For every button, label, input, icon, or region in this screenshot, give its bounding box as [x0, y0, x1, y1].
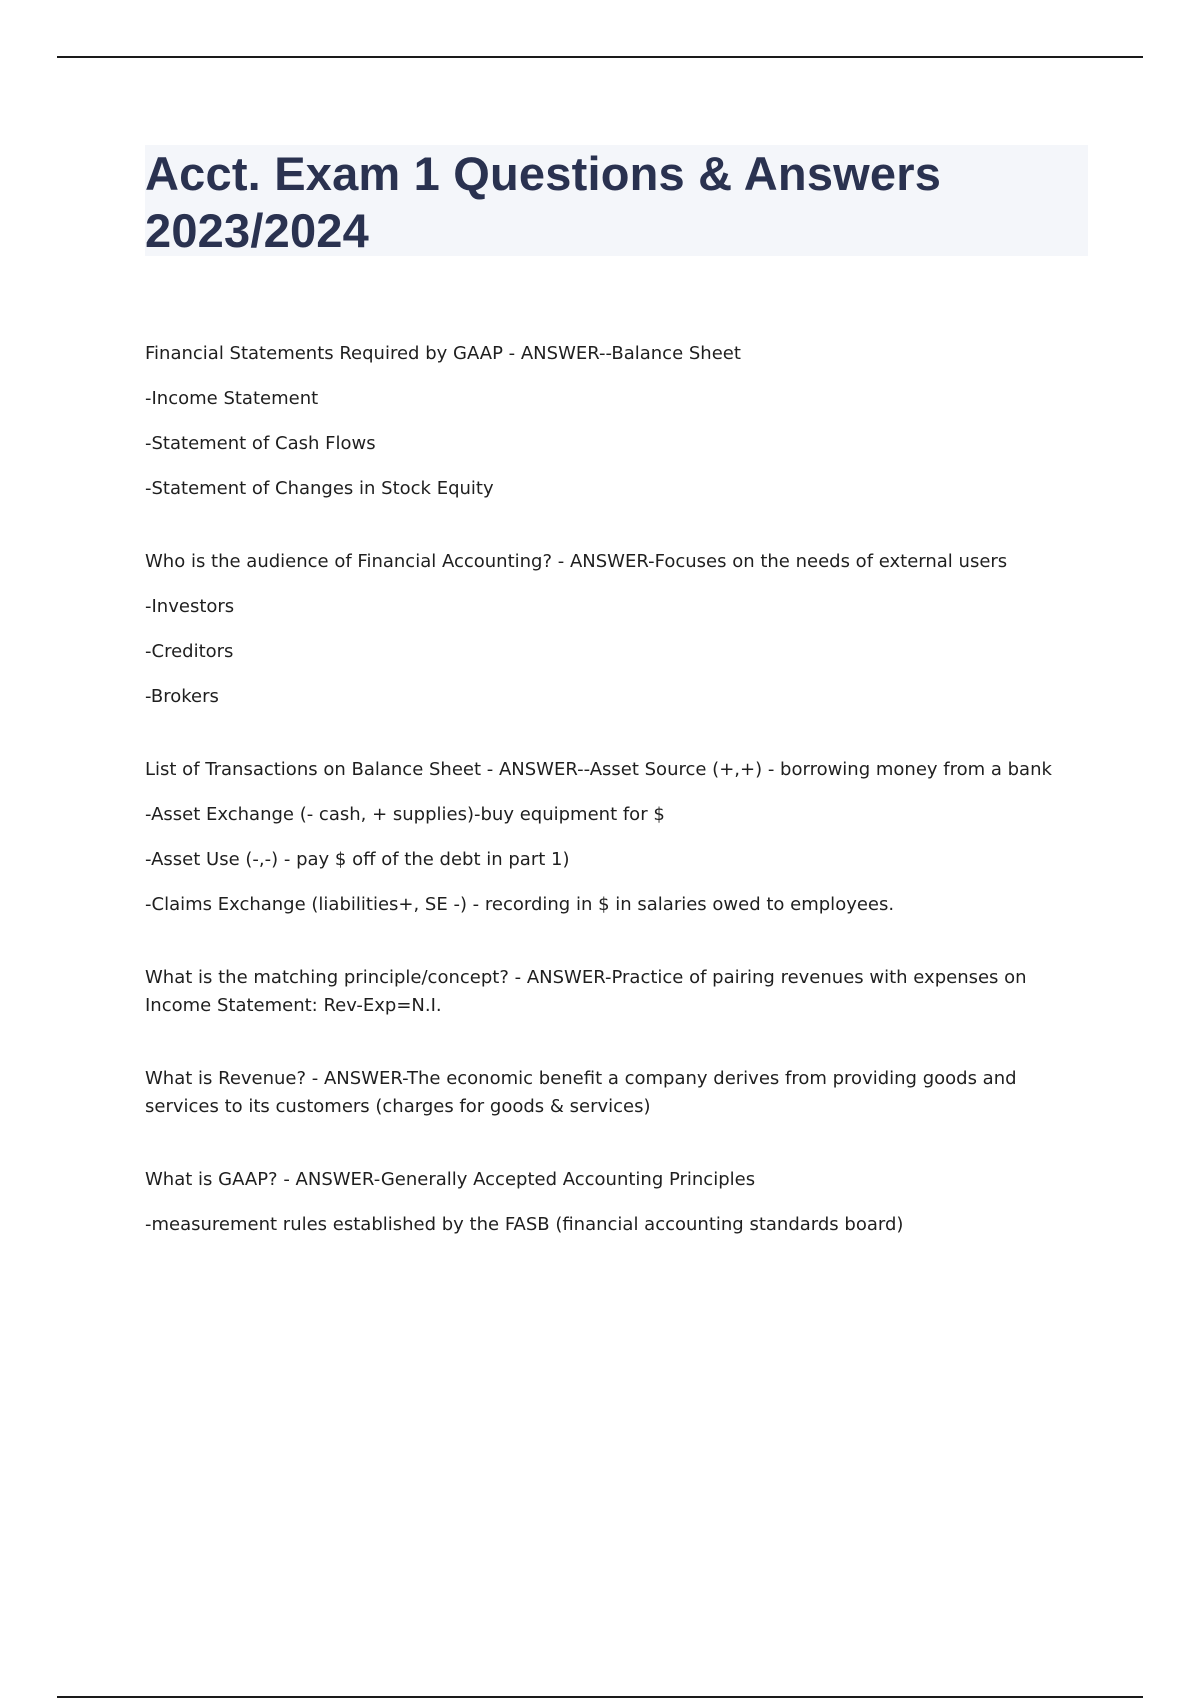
question-line: Financial Statements Required by GAAP - ANSWER--Balance Sheet	[145, 343, 741, 364]
question-line: What is Revenue? - ANSWER-The economic benefit a company derives from providing goods and services to its customers (charges for goods & services)	[145, 1068, 1017, 1117]
qa-item	[145, 548, 1065, 711]
title-line-1: Acct. Exam 1 Questions & Answers	[145, 147, 942, 200]
answer-line: -Statement of Cash Flows	[145, 433, 376, 454]
title-block	[145, 145, 1088, 256]
document-title	[145, 145, 941, 259]
answer-line: -Investors	[145, 596, 235, 617]
qa-list	[145, 340, 1065, 1284]
header-rule	[57, 56, 1143, 58]
answer-line: -Statement of Changes in Stock Equity	[145, 478, 494, 499]
title-line-2: 2023/2024	[145, 204, 369, 257]
answer-line: -Asset Exchange (- cash, + supplies)-buy equipment for $	[145, 804, 665, 825]
answer-line: -Brokers	[145, 686, 219, 707]
question-line: What is the matching principle/concept? - ANSWER-Practice of pairing revenues with expenses on Income Statement: Rev-Exp=N.I.	[145, 967, 1027, 1016]
answer-line: -Asset Use (-,-) - pay $ off of the debt in part 1)	[145, 849, 570, 870]
qa-item	[145, 1065, 1065, 1121]
answer-line: -measurement rules established by the FASB (financial accounting standards board)	[145, 1214, 904, 1235]
question-line: List of Transactions on Balance Sheet - ANSWER--Asset Source (+,+) - borrowing money from a bank	[145, 759, 1052, 780]
answer-line: -Income Statement	[145, 388, 319, 409]
qa-item	[145, 1166, 1065, 1239]
answer-line: -Claims Exchange (liabilities+, SE -) - recording in $ in salaries owed to employees.	[145, 894, 895, 915]
qa-item	[145, 964, 1065, 1020]
question-line: What is GAAP? - ANSWER-Generally Accepted Accounting Principles	[145, 1169, 756, 1190]
qa-item	[145, 756, 1065, 919]
answer-line: -Creditors	[145, 641, 234, 662]
qa-item	[145, 340, 1065, 503]
question-line: Who is the audience of Financial Accounting? - ANSWER-Focuses on the needs of external users	[145, 551, 1008, 572]
footer-rule	[57, 1696, 1143, 1698]
